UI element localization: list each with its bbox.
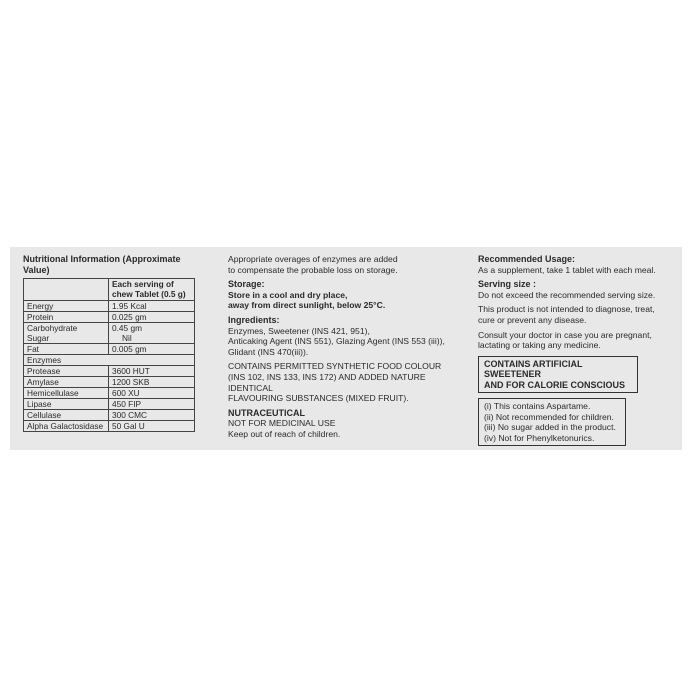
ingredients-text: Anticaking Agent (INS 551), Glazing Agent (INS 553 (iii)), (228, 336, 445, 347)
enzyme-name: Cellulase (24, 410, 109, 421)
keep-out-text: Keep out of reach of children. (228, 428, 341, 439)
sweetener-notice: CONTAINS ARTIFICIAL SWEETENER (484, 358, 583, 380)
nutrient-value: 0.45 gm (112, 323, 142, 334)
enzyme-name: Amylase (24, 377, 109, 388)
storage-title: Storage: (228, 279, 265, 290)
sweetener-notice: AND FOR CALORIE CONSCIOUS (484, 379, 626, 390)
list-item: (ii) Not recommended for children. (484, 411, 614, 422)
consult-text: lactating or taking any medicine. (478, 340, 601, 351)
storage-text: away from direct sunlight, below 25°C. (228, 300, 386, 311)
enzyme-value: 450 FIP (109, 399, 195, 410)
usage-title: Recommended Usage: (478, 254, 576, 264)
nutrient-name: Energy (24, 301, 109, 312)
enzyme-name: Alpha Galactosidase (24, 421, 109, 432)
enzyme-name: Protease (24, 366, 109, 377)
warnings-box (478, 398, 626, 446)
nutrition-column (23, 254, 203, 432)
colour-notice: (INS 102, INS 133, INS 172) AND ADDED NATURE IDENTICAL (228, 371, 426, 393)
enzyme-value: 3600 HUT (109, 366, 195, 377)
table-row (24, 399, 195, 410)
table-row (24, 355, 195, 366)
enzyme-name: Lipase (24, 399, 109, 410)
enzyme-name: Hemicellulase (24, 388, 109, 399)
list-item: (i) This contains Aspartame. (484, 401, 591, 412)
serving-header: Each serving of chew Tablet (0.5 g) (109, 279, 195, 301)
enzymes-label: Enzymes (24, 355, 195, 366)
nutrient-name: Carbohydrate (27, 323, 78, 334)
ingredients-text: Glidant (INS 470(iii)). (228, 346, 309, 357)
storage-text: Store in a cool and dry place, (228, 289, 348, 300)
table-row (24, 344, 195, 355)
serving-title: Serving size : (478, 279, 537, 290)
overages-text: Appropriate overages of enzymes are added (228, 254, 398, 264)
ingredients-title: Ingredients: (228, 314, 280, 325)
nutrient-value: 0.025 gm (109, 312, 195, 323)
list-item: (iii) No sugar added in the product. (484, 422, 616, 433)
usage-text: As a supplement, take 1 tablet with each meal. (478, 264, 656, 275)
table-row (24, 301, 195, 312)
table-row (24, 377, 195, 388)
table-row (24, 279, 195, 301)
consult-text: Consult your doctor in case you are pregnant, (478, 329, 652, 340)
usage-column (478, 254, 674, 446)
details-column (228, 254, 468, 440)
list-item: (iv) Not for Phenylketonurics. (484, 432, 595, 443)
colour-notice: CONTAINS PERMITTED SYNTHETIC FOOD COLOUR (228, 361, 442, 372)
not-medicinal-text: NOT FOR MEDICINAL USE (228, 418, 336, 429)
product-label-panel (10, 247, 682, 450)
table-row (24, 410, 195, 421)
colour-notice: FLAVOURING SUBSTANCES (MIXED FRUIT). (228, 393, 409, 404)
disclaimer-text: cure or prevent any disease. (478, 314, 587, 325)
table-row (24, 388, 195, 399)
enzyme-value: 1200 SKB (109, 377, 195, 388)
table-row (24, 323, 195, 344)
enzyme-value: 600 XU (109, 388, 195, 399)
table-row (24, 366, 195, 377)
table-row (24, 421, 195, 432)
nutrient-name: Fat (24, 344, 109, 355)
nutrient-value: 1.95 Kcal (109, 301, 195, 312)
sweetener-notice-box (478, 356, 638, 394)
nutrient-name: Sugar (27, 333, 50, 344)
nutrition-title: Nutritional Information (Approximate Value) (23, 254, 181, 275)
overages-text: to compensate the probable loss on storage. (228, 264, 398, 275)
ingredients-text: Enzymes, Sweetener (INS 421, 951), (228, 325, 370, 336)
disclaimer-text: This product is not intended to diagnose, treat, (478, 304, 655, 315)
enzyme-value: 50 Gal U (109, 421, 195, 432)
nutraceutical-label: NUTRACEUTICAL (228, 407, 305, 418)
serving-text: Do not exceed the recommended serving size. (478, 289, 656, 300)
nutrient-value: 0.005 gm (109, 344, 195, 355)
table-row (24, 312, 195, 323)
nutrient-value: Nil (122, 333, 132, 344)
enzyme-value: 300 CMC (109, 410, 195, 421)
nutrient-name: Protein (24, 312, 109, 323)
nutrition-table (23, 278, 195, 432)
